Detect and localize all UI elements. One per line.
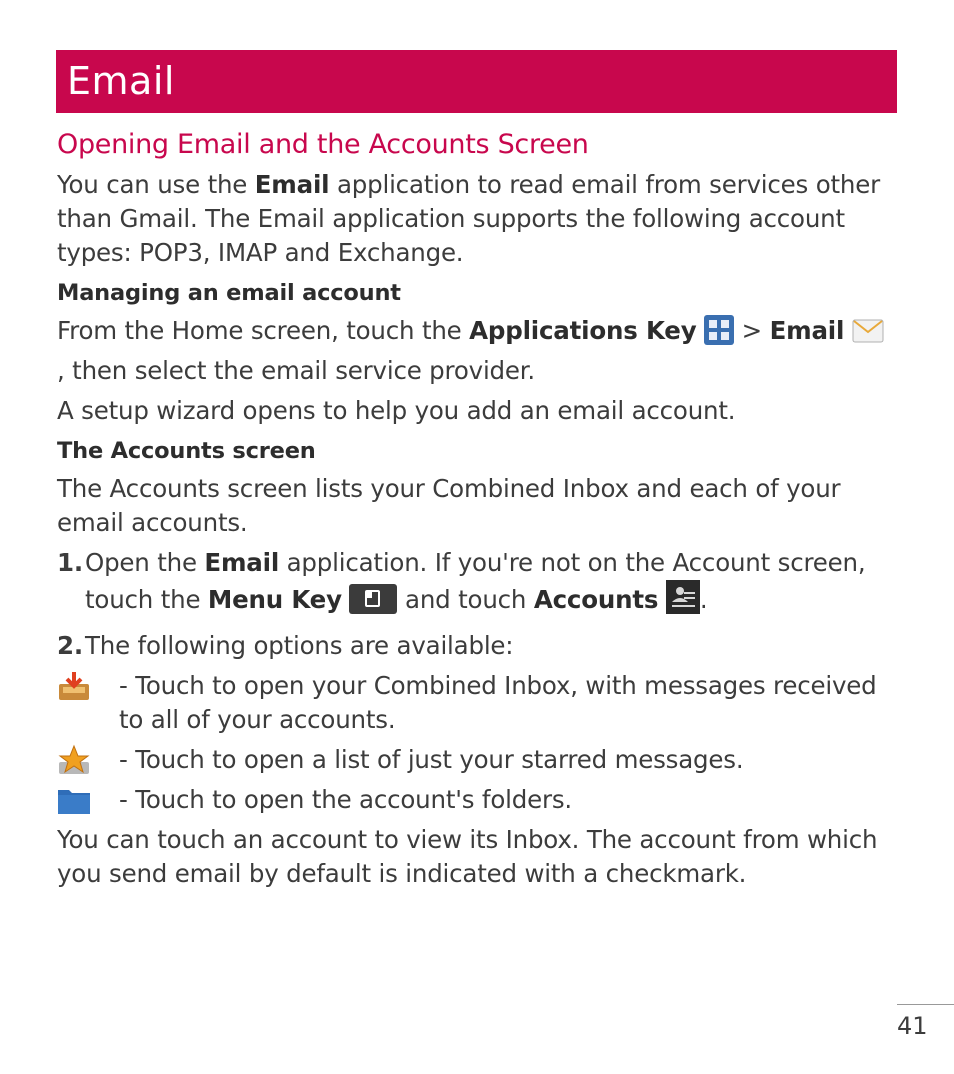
option-combined-inbox-text: - Touch to open your Combined Inbox, with messages received to all of your accounts. (119, 671, 877, 734)
accounts-icon (666, 580, 700, 623)
combined-inbox-icon (57, 670, 91, 702)
folder-icon (57, 784, 91, 816)
managing-text-2: > (734, 316, 770, 345)
page-content (57, 126, 887, 897)
managing-heading: Managing an email account (57, 280, 401, 306)
managing-text-1: From the Home screen, touch the (57, 316, 470, 345)
managing-paragraph (57, 314, 887, 388)
page-title: Email (67, 59, 175, 103)
step-1-text-2: application. If you're not on the Account screen, touch the (85, 548, 866, 614)
step-2 (57, 629, 887, 663)
step-1-text-4: . (699, 585, 708, 614)
option-starred (57, 743, 887, 777)
step-1-email-label: Email (204, 548, 280, 577)
option-folders-text: - Touch to open the account's folders. (119, 785, 573, 814)
applications-key-label: Applications Key (469, 316, 697, 345)
accounts-heading: The Accounts screen (57, 438, 316, 464)
applications-key-icon (704, 315, 734, 354)
accounts-paragraph: The Accounts screen lists your Combined Inbox and each of your email accounts. (57, 474, 841, 537)
starred-icon (57, 744, 91, 776)
step-2-text: The following options are available: (85, 631, 514, 660)
option-folders (57, 783, 887, 817)
option-starred-text: - Touch to open a list of just your starred messages. (119, 745, 744, 774)
intro-text-2: application to read email from services other than Gmail. The Email application supports the following account types: POP3, IMAP and Exchange. (57, 170, 880, 267)
page-number: 41 (897, 1012, 928, 1040)
footer-divider (897, 1004, 954, 1005)
intro-bold-email: Email (254, 170, 330, 199)
step-1-number: 1. (57, 548, 83, 577)
option-combined-inbox (57, 669, 887, 737)
step-1-text-3: and touch (397, 585, 534, 614)
section-heading: Opening Email and the Accounts Screen (57, 129, 589, 160)
setup-wizard-paragraph: A setup wizard opens to help you add an email account. (57, 396, 736, 425)
intro-paragraph (57, 168, 887, 270)
step-1-text-1: Open the (85, 548, 205, 577)
menu-key-label: Menu Key (207, 585, 342, 614)
email-label: Email (769, 316, 845, 345)
closing-paragraph: You can touch an account to view its Inbox. The account from which you send email by default is indicated with a checkmark. (57, 825, 878, 888)
menu-key-icon (349, 584, 397, 623)
title-banner (56, 50, 897, 113)
accounts-label: Accounts (533, 585, 659, 614)
step-1 (57, 546, 887, 623)
email-app-icon (852, 317, 884, 354)
managing-text-3: , then select the email service provider. (57, 356, 535, 385)
step-2-number: 2. (57, 631, 83, 660)
intro-text-1: You can use the (57, 170, 255, 199)
